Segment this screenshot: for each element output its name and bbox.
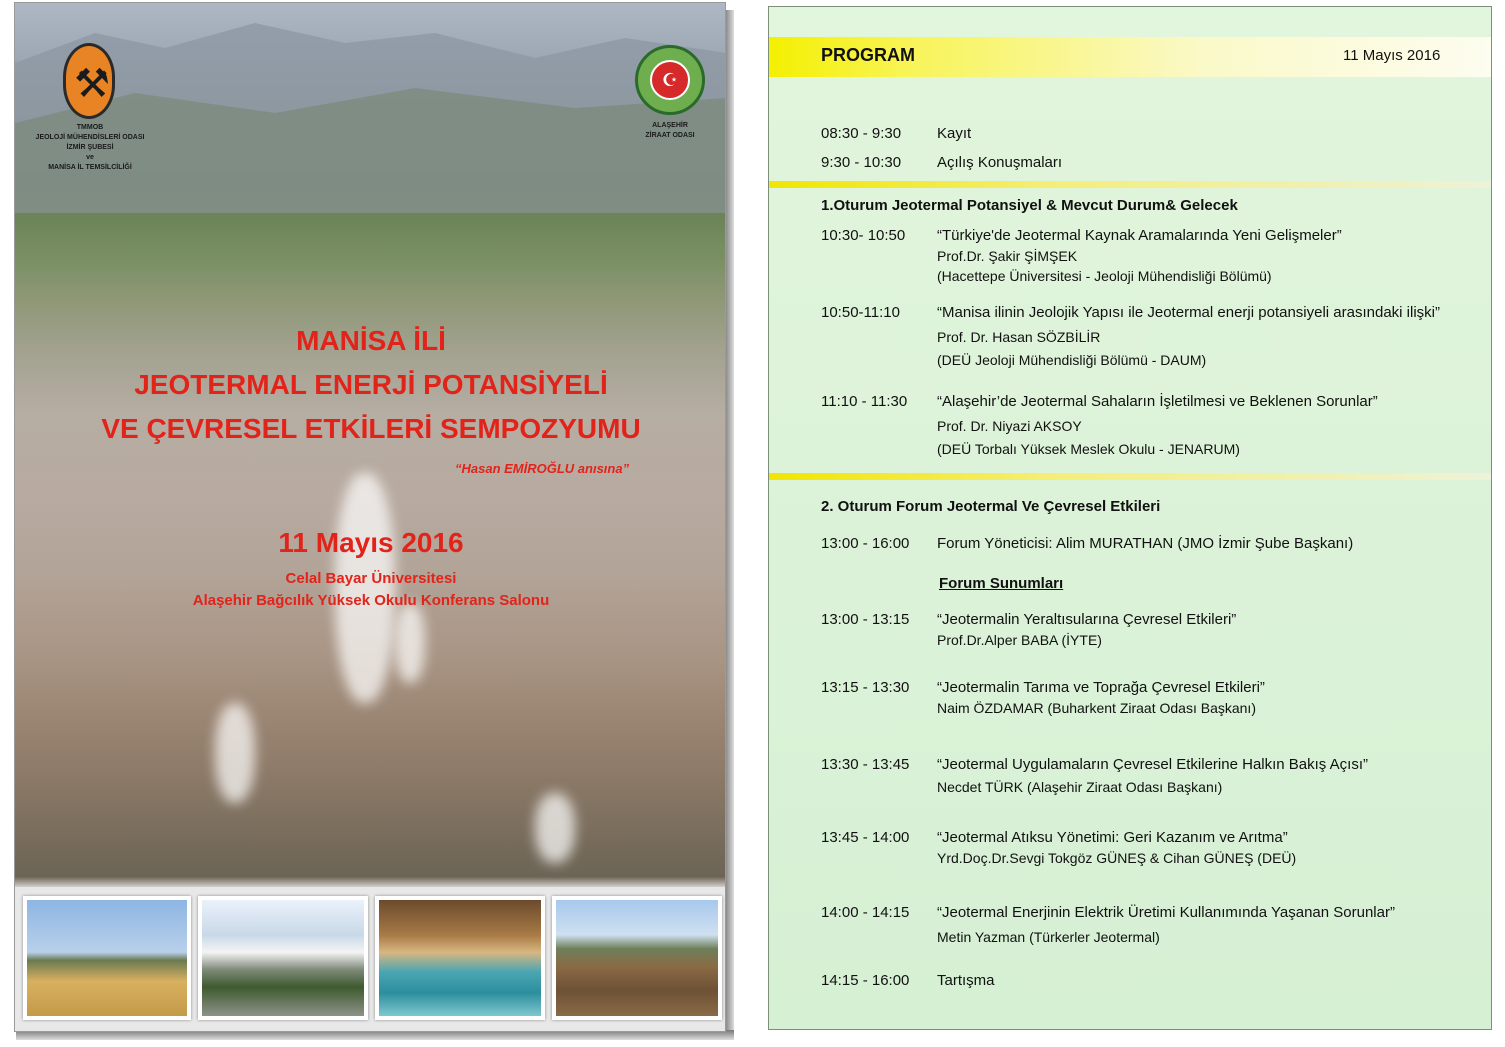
symposium-poster [14,2,726,1032]
s2-talk3-title: “Jeotermal Uygulamaların Çevresel Etkilerine Halkın Bakış Açısı” [937,756,1368,773]
s1-talk3-speaker: Prof. Dr. Niyazi AKSOY [937,418,1082,434]
s2-talk4-speaker: Yrd.Doç.Dr.Sevgi Tokgöz GÜNEŞ & Cihan GÜNEŞ (DEÜ) [937,850,1297,866]
jmo-logo [63,43,115,119]
steam-plume-1 [335,473,395,703]
s2-closing-time: 14:15 - 16:00 [821,972,910,989]
program-title: PROGRAM [821,45,915,65]
s1-talk3-time: 11:10 - 11:30 [821,393,908,410]
s1-talk1-title: “Türkiye'de Jeotermal Kaynak Aramalarında Yeni Gelişmeler” [937,227,1342,244]
opening-time-1: 08:30 - 9:30 [821,125,902,142]
s1-talk2-affiliation: (DEÜ Jeoloji Mühendisliği Bölümü - DAUM) [937,352,1207,368]
ziraat-logo-caption: ALAŞEHİR ZİRAAT ODASI [645,122,695,139]
s2-talk2-title: “Jeotermalin Tarıma ve Toprağa Çevresel Etkileri” [937,679,1265,696]
s2-talk1-title: “Jeotermalin Yeraltısularına Çevresel Etkileri” [937,611,1237,628]
s2-talk5-title: “Jeotermal Enerjinin Elektrik Üretimi Kullanımında Yaşanan Sorunlar” [937,904,1395,921]
s1-talk3-affiliation: (DEÜ Torbalı Yüksek Meslek Okulu - JENARUM) [937,441,1240,457]
poster-venue-line-2: Alaşehir Bağcılık Yüksek Okulu Konferans Salonu [192,592,550,609]
photo-geothermal-plant [198,896,368,1020]
s1-talk3-title: “Alaşehir’de Jeotermal Sahaların İşletilmesi ve Beklenen Sorunlar” [937,393,1378,410]
ziraat-odasi-logo [635,45,705,115]
photo-thermal-pool [375,896,545,1020]
program-sheet [768,6,1492,1030]
s1-talk2-title: “Manisa ilinin Jeolojik Yapısı ile Jeotermal enerji potansiyeli arasındaki ilişki” [937,304,1440,321]
s1-talk1-time: 10:30- 10:50 [821,227,906,244]
photo-vineyard [552,896,722,1020]
photo-dry-field [23,896,191,1020]
poster-date: 11 Mayıs 2016 [278,527,464,558]
session-2-title: 2. Oturum Forum Jeotermal Ve Çevresel Etkileri [821,498,1161,515]
poster-venue-line-1: Celal Bayar Üniversitesi [285,570,457,587]
s1-talk2-time: 10:50-11:10 [821,304,900,321]
s2-talk4-title: “Jeotermal Atıksu Yönetimi: Geri Kazanım ve Arıtma” [937,829,1288,846]
poster-title-line-3: VE ÇEVRESEL ETKİLERİ SEMPOZYUMU [101,413,641,444]
s1-talk1-affiliation: (Hacettepe Üniversitesi - Jeoloji Mühendisliği Bölümü) [937,268,1272,284]
s2-talk3-speaker: Necdet TÜRK (Alaşehir Ziraat Odası Başkanı) [937,779,1223,795]
session-1-title: 1.Oturum Jeotermal Potansiyel & Mevcut Durum& Gelecek [821,197,1238,214]
forum-presentations-heading: Forum Sunumları [939,575,1064,592]
s2-talk2-time: 13:15 - 13:30 [821,679,910,696]
s2-moderator-time: 13:00 - 16:00 [821,535,910,552]
s2-talk3-time: 13:30 - 13:45 [821,756,910,773]
opening-text-1: Kayıt [937,125,972,142]
s1-talk1-speaker: Prof.Dr. Şakir ŞİMŞEK [937,248,1078,264]
steam-plume-3 [395,603,425,683]
session-separator-2 [769,473,1491,480]
s2-talk5-speaker: Metin Yazman (Türkerler Jeotermal) [937,929,1160,945]
s1-talk2-speaker: Prof. Dr. Hasan SÖZBİLİR [937,329,1101,345]
s2-talk2-speaker: Naim ÖZDAMAR (Buharkent Ziraat Odası Başkanı) [937,700,1256,716]
hammer-icon: ⚒ [74,62,110,106]
s2-talk1-speaker: Prof.Dr.Alper BABA (İYTE) [937,632,1102,648]
jmo-logo-caption: TMMOB JEOLOJİ MÜHENDİSLERİ ODASI İZMİR ŞUBESİ ve MANİSA İL TEMSİLCİLİĞİ [35,124,145,171]
steam-plume-4 [535,793,575,863]
program-date: 11 Mayıs 2016 [1343,47,1441,64]
s2-moderator: Forum Yöneticisi: Alim MURATHAN (JMO İzmir Şube Başkanı) [937,535,1354,552]
s2-talk4-time: 13:45 - 14:00 [821,829,910,846]
poster-title-line-1: MANİSA İLİ [296,325,446,356]
opening-time-2: 9:30 - 10:30 [821,154,902,171]
s2-closing-text: Tartışma [937,972,995,989]
crescent-star-icon: ☪ [650,60,690,100]
s2-talk5-time: 14:00 - 14:15 [821,904,910,921]
poster-title-line-2: JEOTERMAL ENERJİ POTANSİYELİ [134,369,608,400]
s2-talk1-time: 13:00 - 13:15 [821,611,910,628]
session-separator-1 [769,181,1491,188]
poster-dedication: “Hasan EMİROĞLU anısına” [455,461,630,476]
mountain-landscape [15,3,726,213]
opening-text-2: Açılış Konuşmaları [937,154,1063,171]
steam-plume-2 [215,703,255,803]
